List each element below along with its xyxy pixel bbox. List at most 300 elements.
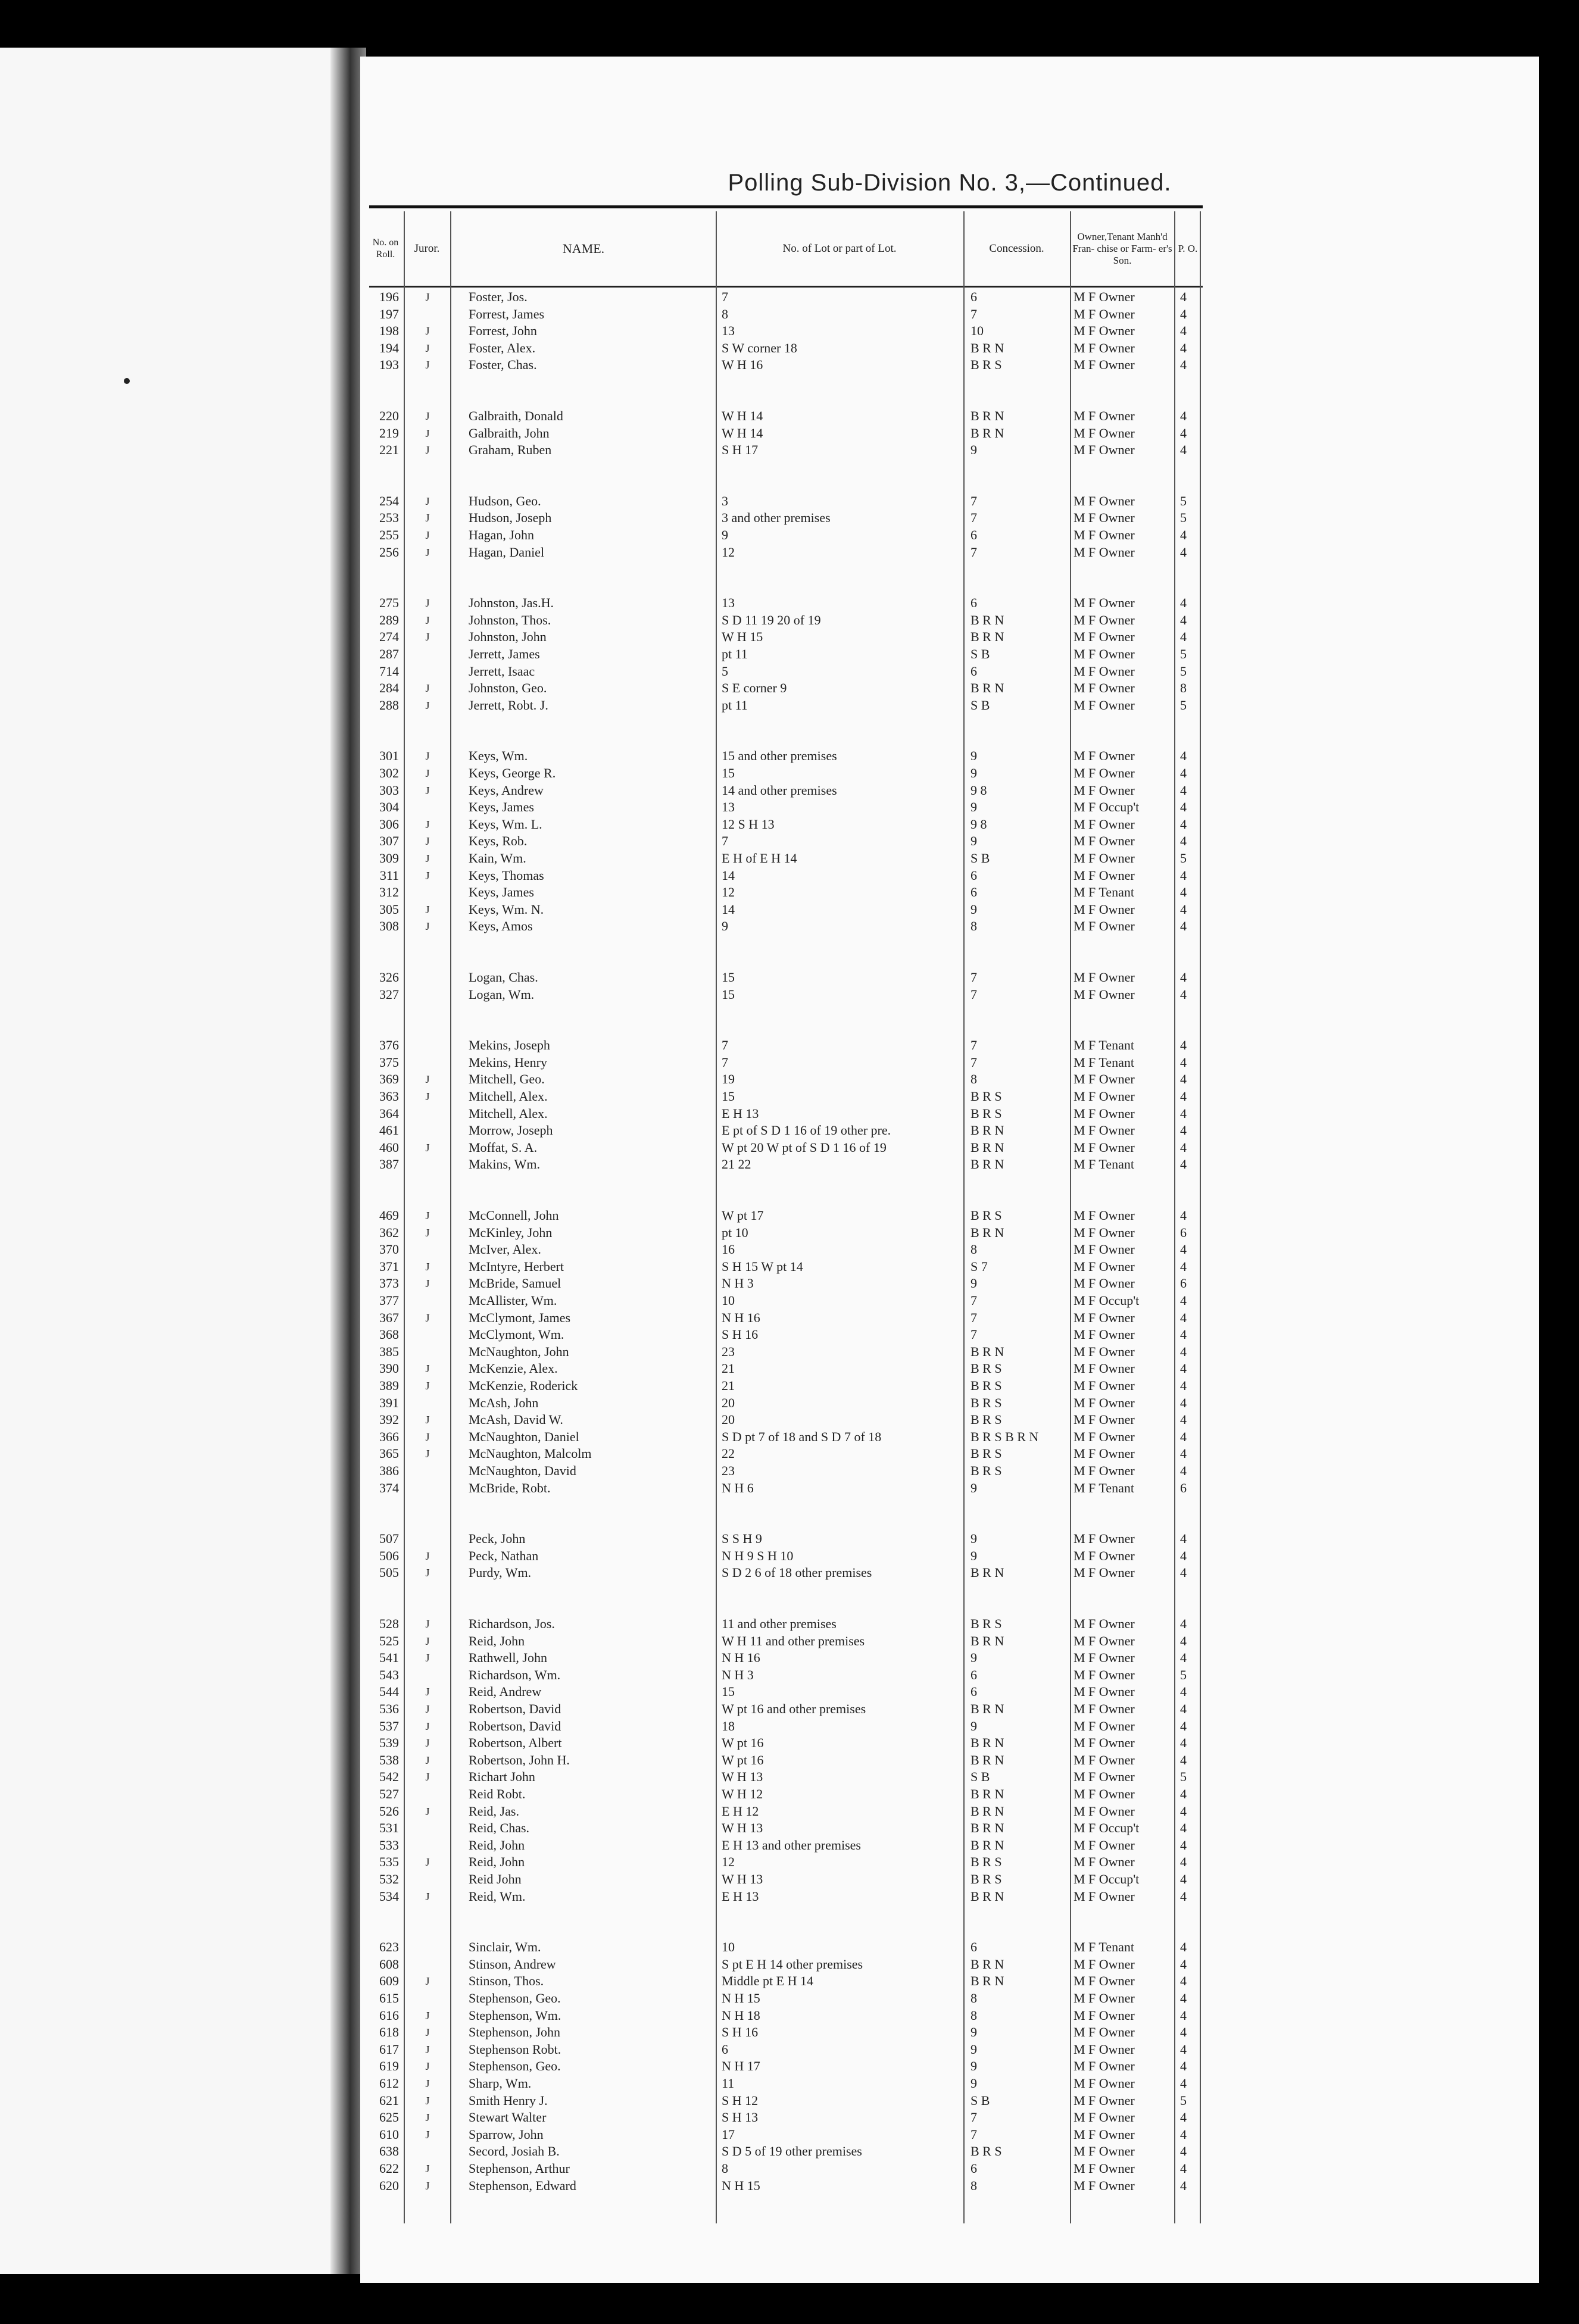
juror-mark: J — [425, 614, 430, 626]
roll-number: 387 — [379, 1157, 399, 1172]
property-status: M F Owner — [1074, 1616, 1135, 1631]
juror-mark: J — [425, 1550, 430, 1562]
voter-name: Keys, Wm. N. — [469, 901, 544, 917]
voter-name: Mekins, Joseph — [469, 1038, 550, 1053]
juror-mark: J — [425, 1703, 430, 1715]
roll-number: 219 — [379, 425, 399, 441]
concession: B R N — [971, 1752, 1004, 1767]
roll-number: 615 — [379, 1991, 399, 2006]
lot-description: S D 5 of 19 other premises — [722, 2144, 862, 2159]
header-no: No. on Roll. — [372, 237, 399, 260]
table-row — [369, 1344, 1203, 1360]
voter-name: Logan, Wm. — [469, 986, 535, 1002]
post-office-number: 4 — [1180, 1157, 1187, 1172]
juror-mark: J — [425, 1277, 430, 1290]
roll-number: 612 — [379, 2076, 399, 2091]
concession: S B — [971, 646, 990, 661]
property-status: M F Tenant — [1074, 1157, 1134, 1172]
concession: B R S — [971, 2144, 1002, 2159]
table-row — [369, 544, 1203, 561]
property-status: M F Owner — [1074, 1378, 1135, 1393]
lot-description: 23 — [722, 1344, 735, 1359]
voter-name: McBride, Robt. — [469, 1480, 551, 1495]
concession: S B — [971, 851, 990, 866]
voter-name: Keys, Thomas — [469, 867, 544, 883]
roll-number: 196 — [379, 289, 399, 304]
roll-number: 306 — [379, 816, 399, 832]
lot-description: W pt 20 W pt of S D 1 16 of 19 — [722, 1139, 887, 1155]
lot-description: 7 — [722, 1054, 728, 1070]
property-status: M F Owner — [1074, 1888, 1135, 1904]
lot-description: 3 — [722, 493, 728, 508]
roll-number: 198 — [379, 323, 399, 339]
property-status: M F Owner — [1074, 306, 1135, 321]
table-row — [369, 1990, 1203, 2007]
juror-mark: J — [425, 1448, 430, 1460]
voter-name: Johnston, Thos. — [469, 612, 551, 627]
property-status: M F Owner — [1074, 1548, 1135, 1563]
concession: 8 — [971, 1242, 977, 1257]
roll-number: 193 — [379, 357, 399, 373]
post-office-number: 4 — [1180, 867, 1187, 883]
property-status: M F Owner — [1074, 2092, 1135, 2108]
voter-name: Keys, Wm. L. — [469, 816, 542, 832]
juror-mark: J — [425, 1260, 430, 1273]
table-row — [369, 442, 1203, 458]
post-office-number: 6 — [1180, 1480, 1187, 1495]
juror-mark: J — [425, 1567, 430, 1579]
table-row — [369, 2143, 1203, 2160]
post-office-number: 4 — [1180, 970, 1187, 985]
post-office-number: 4 — [1180, 1089, 1187, 1104]
header-juror: Juror. — [414, 242, 440, 255]
roll-number: 375 — [379, 1054, 399, 1070]
post-office-number: 4 — [1180, 2041, 1187, 2057]
post-office-number: 4 — [1180, 1293, 1187, 1308]
concession: B R S B R N — [971, 1429, 1039, 1444]
concession: 7 — [971, 1310, 977, 1325]
table-row — [369, 1480, 1203, 1497]
juror-mark: J — [425, 597, 430, 610]
property-status: M F Owner — [1074, 748, 1135, 764]
roll-number: 368 — [379, 1327, 399, 1342]
roll-number: 220 — [379, 408, 399, 423]
concession: 6 — [971, 595, 977, 611]
post-office-number: 4 — [1180, 1429, 1187, 1444]
post-office-number: 4 — [1180, 2144, 1187, 2159]
post-office-number: 4 — [1180, 816, 1187, 832]
table-row — [369, 1683, 1203, 1700]
property-status: M F Owner — [1074, 970, 1135, 985]
voter-name: Keys, James — [469, 885, 534, 900]
post-office-number: 4 — [1180, 1837, 1187, 1853]
concession: 9 — [971, 1650, 977, 1666]
lot-description: N H 16 — [722, 1650, 760, 1666]
voter-name: Reid Robt. — [469, 1786, 526, 1801]
post-office-number: 4 — [1180, 425, 1187, 441]
property-status: M F Owner — [1074, 1344, 1135, 1359]
juror-mark: J — [425, 1890, 430, 1903]
juror-mark: J — [425, 495, 430, 507]
post-office-number: 4 — [1180, 2178, 1187, 2193]
post-office-number: 4 — [1180, 612, 1187, 627]
roll-number: 221 — [379, 442, 399, 458]
post-office-number: 4 — [1180, 1123, 1187, 1138]
property-status: M F Owner — [1074, 1123, 1135, 1138]
roll-number: 373 — [379, 1276, 399, 1291]
lot-description: 21 22 — [722, 1157, 751, 1172]
roll-number: 461 — [379, 1123, 399, 1138]
property-status: M F Owner — [1074, 1531, 1135, 1547]
juror-mark: J — [425, 1686, 430, 1698]
lot-description: 15 — [722, 970, 735, 985]
voter-name: Robertson, David — [469, 1718, 561, 1733]
voter-name: Foster, Alex. — [469, 340, 536, 355]
voter-name: Stephenson, Edward — [469, 2178, 576, 2193]
juror-mark: J — [425, 767, 430, 779]
property-status: M F Owner — [1074, 816, 1135, 832]
lot-description: S D 2 6 of 18 other premises — [722, 1565, 872, 1580]
concession: B R N — [971, 1837, 1004, 1853]
post-office-number: 4 — [1180, 408, 1187, 423]
roll-number: 391 — [379, 1395, 399, 1410]
voter-name: Stephenson, Geo. — [469, 2059, 561, 2074]
roll-number: 304 — [379, 799, 399, 815]
table-top-rule — [369, 205, 1203, 208]
page-title: Polling Sub-Division No. 3,—Continued. — [728, 170, 1172, 196]
roll-number: 625 — [379, 2110, 399, 2125]
lot-description: W H 13 — [722, 1872, 763, 1886]
concession: 9 — [971, 748, 977, 764]
juror-mark: J — [425, 835, 430, 848]
concession: B R S — [971, 1378, 1002, 1393]
voter-name: Richardson, Jos. — [469, 1616, 555, 1631]
concession: 9 — [971, 1531, 977, 1547]
property-status: M F Owner — [1074, 1565, 1135, 1580]
table-row — [369, 782, 1203, 799]
property-status: M F Owner — [1074, 1956, 1135, 1972]
table-row — [369, 918, 1203, 935]
property-status: M F Owner — [1074, 1684, 1135, 1700]
lot-description: 14 — [722, 901, 735, 917]
voter-name: Reid, Jas. — [469, 1803, 519, 1819]
lot-description: N H 17 — [722, 2059, 760, 2074]
property-status: M F Owner — [1074, 1735, 1135, 1751]
lot-description: 14 — [722, 867, 735, 883]
post-office-number: 4 — [1180, 782, 1187, 798]
post-office-number: 4 — [1180, 1412, 1187, 1427]
property-status: M F Owner — [1074, 766, 1135, 780]
table-row — [369, 323, 1203, 339]
lot-description: 15 — [722, 1684, 735, 1700]
table-row — [369, 493, 1203, 510]
voter-name: Sparrow, John — [469, 2126, 544, 2142]
concession: B R N — [971, 629, 1004, 645]
table-row — [369, 408, 1203, 424]
table-row — [369, 2075, 1203, 2092]
concession: 9 — [971, 442, 977, 458]
post-office-number: 5 — [1180, 646, 1187, 661]
property-status: M F Owner — [1074, 595, 1135, 611]
roll-number: 544 — [379, 1684, 399, 1700]
roll-number: 619 — [379, 2059, 399, 2074]
concession: 6 — [971, 867, 977, 883]
concession: 7 — [971, 2110, 977, 2125]
voter-name: Mitchell, Alex. — [469, 1089, 548, 1104]
property-status: M F Owner — [1074, 510, 1135, 526]
roll-number: 618 — [379, 2025, 399, 2040]
lot-description: 10 — [722, 1939, 735, 1955]
voter-name: Hudson, Joseph — [469, 510, 552, 526]
voter-name: Makins, Wm. — [469, 1157, 540, 1172]
juror-mark: J — [425, 359, 430, 371]
concession: 9 — [971, 766, 977, 780]
roll-number: 526 — [379, 1803, 399, 1819]
property-status: M F Owner — [1074, 1667, 1135, 1682]
juror-mark: J — [425, 1618, 430, 1630]
lot-description: Middle pt E H 14 — [722, 1973, 813, 1989]
roll-number: 538 — [379, 1752, 399, 1767]
post-office-number: 5 — [1180, 697, 1187, 713]
lot-description: E H 13 — [722, 1888, 759, 1904]
juror-mark: J — [425, 410, 430, 422]
concession: 6 — [971, 289, 977, 304]
table-row — [369, 1752, 1203, 1769]
concession: 7 — [971, 1293, 977, 1308]
roll-number: 527 — [379, 1786, 399, 1801]
juror-mark: J — [425, 546, 430, 558]
roll-number: 389 — [379, 1378, 399, 1393]
lot-description: 14 and other premises — [722, 782, 837, 798]
table-row — [369, 663, 1203, 680]
juror-mark: J — [425, 1091, 430, 1102]
roll-number: 254 — [379, 493, 399, 508]
post-office-number: 4 — [1180, 1735, 1187, 1751]
document-page — [360, 57, 1539, 2283]
table-row — [369, 2092, 1203, 2109]
roll-number: 532 — [379, 1872, 399, 1886]
juror-mark: J — [425, 631, 430, 644]
property-status: M F Owner — [1074, 527, 1135, 542]
concession: 9 — [971, 901, 977, 917]
voter-name: Graham, Ruben — [469, 442, 552, 458]
lot-description: 7 — [722, 833, 728, 849]
concession: B R S — [971, 1463, 1002, 1478]
voter-name: Moffat, S. A. — [469, 1139, 538, 1155]
lot-description: 12 — [722, 1854, 735, 1870]
lot-description: 23 — [722, 1463, 735, 1478]
roll-number: 303 — [379, 782, 399, 798]
voter-name: McIntyre, Herbert — [469, 1258, 564, 1274]
concession: B R N — [971, 1139, 1004, 1155]
concession: B R N — [971, 1123, 1004, 1138]
voter-name: Rathwell, John — [469, 1650, 547, 1666]
concession: 9 — [971, 799, 977, 815]
property-status: M F Owner — [1074, 680, 1135, 696]
property-status: M F Occup't — [1074, 1293, 1140, 1308]
concession: B R N — [971, 680, 1004, 696]
lot-description: W pt 16 and other premises — [722, 1701, 866, 1716]
table-row — [369, 867, 1203, 884]
juror-mark: J — [425, 325, 430, 338]
property-status: M F Owner — [1074, 2007, 1135, 2023]
voter-name: Mekins, Henry — [469, 1054, 547, 1070]
juror-mark: J — [425, 1311, 430, 1324]
voter-name: Richart John — [469, 1769, 535, 1785]
voter-name: McNaughton, Malcolm — [469, 1446, 592, 1461]
post-office-number: 4 — [1180, 919, 1187, 934]
concession: B R N — [971, 408, 1004, 423]
property-status: M F Owner — [1074, 1276, 1135, 1291]
roll-number: 392 — [379, 1412, 399, 1427]
concession: 6 — [971, 885, 977, 900]
property-status: M F Owner — [1074, 1718, 1135, 1733]
table-row — [369, 1616, 1203, 1632]
juror-mark: J — [425, 750, 430, 763]
property-status: M F Occup't — [1074, 799, 1140, 815]
voter-name: Stewart Walter — [469, 2110, 547, 2125]
table-row — [369, 1633, 1203, 1650]
lot-description: 9 — [722, 919, 728, 934]
property-status: M F Owner — [1074, 289, 1135, 304]
juror-mark: J — [425, 1737, 430, 1750]
roll-number: 289 — [379, 612, 399, 627]
lot-description: 10 — [722, 1293, 735, 1308]
table-row — [369, 1718, 1203, 1735]
post-office-number: 4 — [1180, 2126, 1187, 2142]
table-row — [369, 1088, 1203, 1105]
post-office-number: 4 — [1180, 357, 1187, 373]
juror-mark: J — [425, 1226, 430, 1239]
lot-description: N H 16 — [722, 1310, 760, 1325]
post-office-number: 4 — [1180, 1378, 1187, 1393]
lot-description: 15 and other premises — [722, 748, 837, 764]
concession: 10 — [971, 323, 984, 339]
table-row — [369, 1360, 1203, 1377]
voter-name: McNaughton, Daniel — [469, 1429, 579, 1444]
post-office-number: 4 — [1180, 2007, 1187, 2023]
table-row — [369, 1429, 1203, 1445]
post-office-number: 4 — [1180, 766, 1187, 780]
property-status: M F Owner — [1074, 833, 1135, 849]
concession: 9 — [971, 2076, 977, 2091]
concession: B R S — [971, 1854, 1002, 1870]
roll-number: 620 — [379, 2178, 399, 2193]
concession: B R N — [971, 1157, 1004, 1172]
property-status: M F Owner — [1074, 442, 1135, 458]
post-office-number: 4 — [1180, 1208, 1187, 1223]
voter-name: Galbraith, John — [469, 425, 550, 441]
voter-name: Hudson, Geo. — [469, 493, 541, 508]
property-status: M F Tenant — [1074, 1038, 1134, 1053]
post-office-number: 4 — [1180, 1105, 1187, 1121]
lot-description: pt 11 — [722, 646, 748, 661]
lot-description: E H 13 and other premises — [722, 1837, 861, 1853]
post-office-number: 4 — [1180, 1446, 1187, 1461]
concession: 9 — [971, 2041, 977, 2057]
table-row — [369, 612, 1203, 629]
lot-description: N H 15 — [722, 1991, 760, 2006]
roll-number: 390 — [379, 1361, 399, 1376]
post-office-number: 4 — [1180, 1872, 1187, 1886]
juror-mark: J — [425, 1363, 430, 1375]
table-row — [369, 1377, 1203, 1394]
lot-description: W pt 17 — [722, 1208, 764, 1223]
voter-name: McConnell, John — [469, 1208, 559, 1223]
juror-mark: J — [425, 1073, 430, 1086]
post-office-number: 4 — [1180, 1395, 1187, 1410]
voter-name: Morrow, Joseph — [469, 1123, 553, 1138]
table-row — [369, 1854, 1203, 1870]
roll-number: 255 — [379, 527, 399, 542]
table-row — [369, 1820, 1203, 1836]
table-row — [369, 1564, 1203, 1581]
concession: 9 — [971, 833, 977, 849]
property-status: M F Owner — [1074, 1225, 1135, 1240]
table-row — [369, 1139, 1203, 1156]
concession: B R S — [971, 1872, 1002, 1886]
concession: 7 — [971, 1038, 977, 1053]
property-status: M F Owner — [1074, 1650, 1135, 1666]
voter-name: Keys, James — [469, 799, 534, 815]
lot-description: 21 — [722, 1378, 735, 1393]
concession: B R N — [971, 1786, 1004, 1801]
voter-name: Mitchell, Geo. — [469, 1072, 545, 1087]
voter-name: Robertson, John H. — [469, 1752, 570, 1767]
lot-description: W H 13 — [722, 1820, 763, 1836]
lot-description: 13 — [722, 799, 735, 815]
table-row — [369, 1548, 1203, 1564]
voter-name: Stephenson Robt. — [469, 2041, 561, 2057]
table-row — [369, 2178, 1203, 2194]
lot-description: N H 6 — [722, 1480, 754, 1495]
table-row — [369, 1395, 1203, 1411]
voter-name: Keys, Wm. — [469, 748, 528, 764]
table-row — [369, 680, 1203, 696]
concession: 9 — [971, 1548, 977, 1563]
left-page-edge — [0, 48, 348, 2274]
table-row — [369, 646, 1203, 663]
lot-description: 5 — [722, 663, 728, 679]
post-office-number: 4 — [1180, 1820, 1187, 1836]
juror-mark: J — [425, 529, 430, 541]
juror-mark: J — [425, 1652, 430, 1664]
header-owner: Owner,Tenant Manh'd Fran- chise or Farm- er's Son. — [1072, 230, 1172, 266]
property-status: M F Owner — [1074, 1786, 1135, 1801]
lot-description: S S H 9 — [722, 1531, 762, 1547]
lot-description: S E corner 9 — [722, 680, 787, 696]
juror-mark: J — [425, 818, 430, 830]
table-row — [369, 1956, 1203, 1973]
voter-name: Purdy, Wm. — [469, 1565, 532, 1580]
table-row — [369, 1463, 1203, 1479]
concession: 6 — [971, 663, 977, 679]
property-status: M F Owner — [1074, 2059, 1135, 2074]
juror-mark: J — [425, 869, 430, 882]
voter-name: McAllister, Wm. — [469, 1293, 557, 1308]
concession: B R S — [971, 1105, 1002, 1121]
table-row — [369, 1803, 1203, 1820]
roll-number: 543 — [379, 1667, 399, 1682]
lot-description: N H 15 — [722, 2178, 760, 2193]
post-office-number: 5 — [1180, 493, 1187, 508]
roll-number: 370 — [379, 1242, 399, 1257]
lot-description: 8 — [722, 2161, 728, 2176]
juror-mark: J — [425, 903, 430, 916]
lot-description: 15 — [722, 986, 735, 1002]
property-status: M F Owner — [1074, 2076, 1135, 2091]
post-office-number: 4 — [1180, 629, 1187, 645]
